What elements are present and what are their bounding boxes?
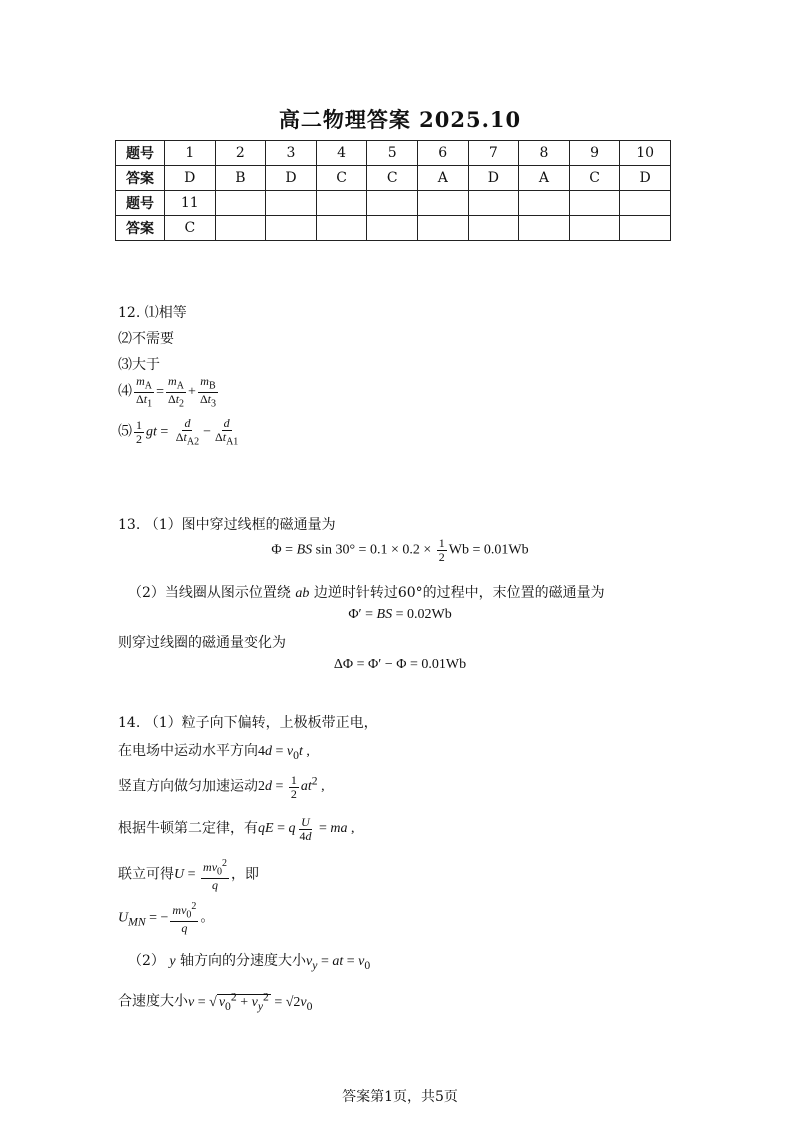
- empty-cell: [316, 191, 367, 216]
- q12-part2: ⑵不需要: [118, 331, 174, 347]
- q14-part1: 14. （1）粒子向下偏转，上极板带正电，: [118, 715, 378, 731]
- empty-cell: [367, 191, 418, 216]
- number-cell: 3: [266, 141, 317, 166]
- q14-part6-equation: $U_{MN}$ = − $\frac{mv_0^2}{q}$ 。: [118, 901, 215, 935]
- empty-cell: [468, 216, 519, 241]
- empty-cell: [620, 191, 671, 216]
- q14-part2-text: 在电场中运动水平方向: [118, 743, 258, 759]
- q13-part1: 13. （1）图中穿过线框的磁通量为: [118, 517, 336, 533]
- answer-cell: C: [569, 166, 620, 191]
- number-cell: 9: [569, 141, 620, 166]
- q13-part2-text-a: （2）当线圈从图示位置绕: [128, 585, 291, 601]
- q12-part4-label: ⑷: [118, 384, 132, 400]
- q14-part7: （2） y 轴方向的分速度大小$v_y$ = at = $v_0$: [128, 953, 371, 972]
- q14-part5-text-b: ，即: [231, 866, 260, 883]
- q12-part5-label: ⑸: [118, 424, 132, 440]
- number-cell: 4: [316, 141, 367, 166]
- q13-equation2: Φ′ = BS = 0.02Wb: [348, 607, 452, 622]
- header-cell: 题号: [116, 141, 165, 166]
- q12-part3: ⑶大于: [118, 357, 160, 373]
- q13-equation1: Φ = BS sin 30° = 0.1 × 0.2 × $\frac{1}{2}$ Wb = 0.01Wb: [271, 536, 529, 564]
- table-row: [116, 141, 671, 166]
- answer-cell: C: [367, 166, 418, 191]
- table-row: [116, 216, 671, 241]
- number-cell: 10: [620, 141, 671, 166]
- q14-part8: 合速度大小v = √ $v_0^2 + v_y^2 = √2v_0$: [118, 990, 313, 1013]
- answer-cell: A: [519, 166, 570, 191]
- q12-part1: 12. ⑴相等: [118, 305, 187, 321]
- answer-cell: D: [620, 166, 671, 191]
- number-cell: 6: [417, 141, 468, 166]
- empty-cell: [215, 216, 266, 241]
- empty-cell: [417, 216, 468, 241]
- answer-cell: B: [215, 166, 266, 191]
- answer-table: [115, 140, 671, 241]
- q14-part4-text: 根据牛顿第二定律，有: [118, 820, 258, 837]
- empty-cell: [620, 216, 671, 241]
- q14-part8-text: 合速度大小: [118, 993, 188, 1010]
- q13-part3: 则穿过线圈的磁通量变化为: [118, 635, 286, 651]
- q12-part4-equation: ⑷ $\frac{m_A}{\Delta t_1}$ = $\frac{m_A}{\Delta t_2}$ + $\frac{m_B}{\Delta t_3}$: [118, 374, 216, 410]
- answer-cell: D: [266, 166, 317, 191]
- header-cell: 题号: [116, 191, 165, 216]
- answer-cell: A: [417, 166, 468, 191]
- q13-part2-text-b: 边逆时针转过60°的过程中，末位置的磁通量为: [313, 585, 605, 601]
- header-cell: 答案: [116, 166, 165, 191]
- empty-cell: [367, 216, 418, 241]
- number-cell: 8: [519, 141, 570, 166]
- empty-cell: [569, 216, 620, 241]
- empty-cell: [266, 216, 317, 241]
- empty-cell: [266, 191, 317, 216]
- number-cell: 1: [165, 141, 216, 166]
- empty-cell: [519, 191, 570, 216]
- q14-part5-text-a: 联立可得: [118, 866, 174, 883]
- q14-part5: 联立可得U = $\frac{mv_0^2}{q}$ ，即: [118, 858, 260, 892]
- q13-equation3: ΔΦ = Φ′ − Φ = 0.01Wb: [333, 657, 467, 672]
- q14-part4: 根据牛顿第二定律，有qE = q $\frac{U}{4d}$ = ma ,: [118, 815, 355, 843]
- empty-cell: [468, 191, 519, 216]
- header-cell: 答案: [116, 216, 165, 241]
- empty-cell: [417, 191, 468, 216]
- q14-part3: 竖直方向做匀加速运动2d = $\frac{1}{2}$ $at^2$ ,: [118, 773, 325, 801]
- number-cell: 5: [367, 141, 418, 166]
- q14-part7-text-a: （2）: [128, 953, 165, 969]
- number-cell: 2: [215, 141, 266, 166]
- answer-cell: D: [165, 166, 216, 191]
- empty-cell: [519, 216, 570, 241]
- number-cell: 11: [165, 191, 216, 216]
- empty-cell: [316, 216, 367, 241]
- table-row: [116, 191, 671, 216]
- answer-cell: D: [468, 166, 519, 191]
- q14-part3-text: 竖直方向做匀加速运动: [118, 778, 258, 795]
- q14-part2: 在电场中运动水平方向$4d = v_0t$ ,: [118, 743, 310, 762]
- empty-cell: [569, 191, 620, 216]
- answer-cell: C: [316, 166, 367, 191]
- page-footer: 答案第1页，共5页: [342, 1089, 458, 1105]
- number-cell: 7: [468, 141, 519, 166]
- q12-part5-equation: ⑸ $\frac{1}{2}$ gt = $\frac{d}{\Delta t_{A2}}$ − $\frac{d}{\Delta t_{A1}}$: [118, 416, 239, 447]
- empty-cell: [215, 191, 266, 216]
- q13-part2: （2）当线圈从图示位置绕 ab 边逆时针转过60°的过程中，末位置的磁通量为: [128, 585, 605, 601]
- page-title: 高二物理答案 2025.10: [278, 107, 522, 132]
- q14-part7-text-b: 轴方向的分速度大小: [180, 953, 307, 969]
- table-row: [116, 166, 671, 191]
- answer-cell: C: [165, 216, 216, 241]
